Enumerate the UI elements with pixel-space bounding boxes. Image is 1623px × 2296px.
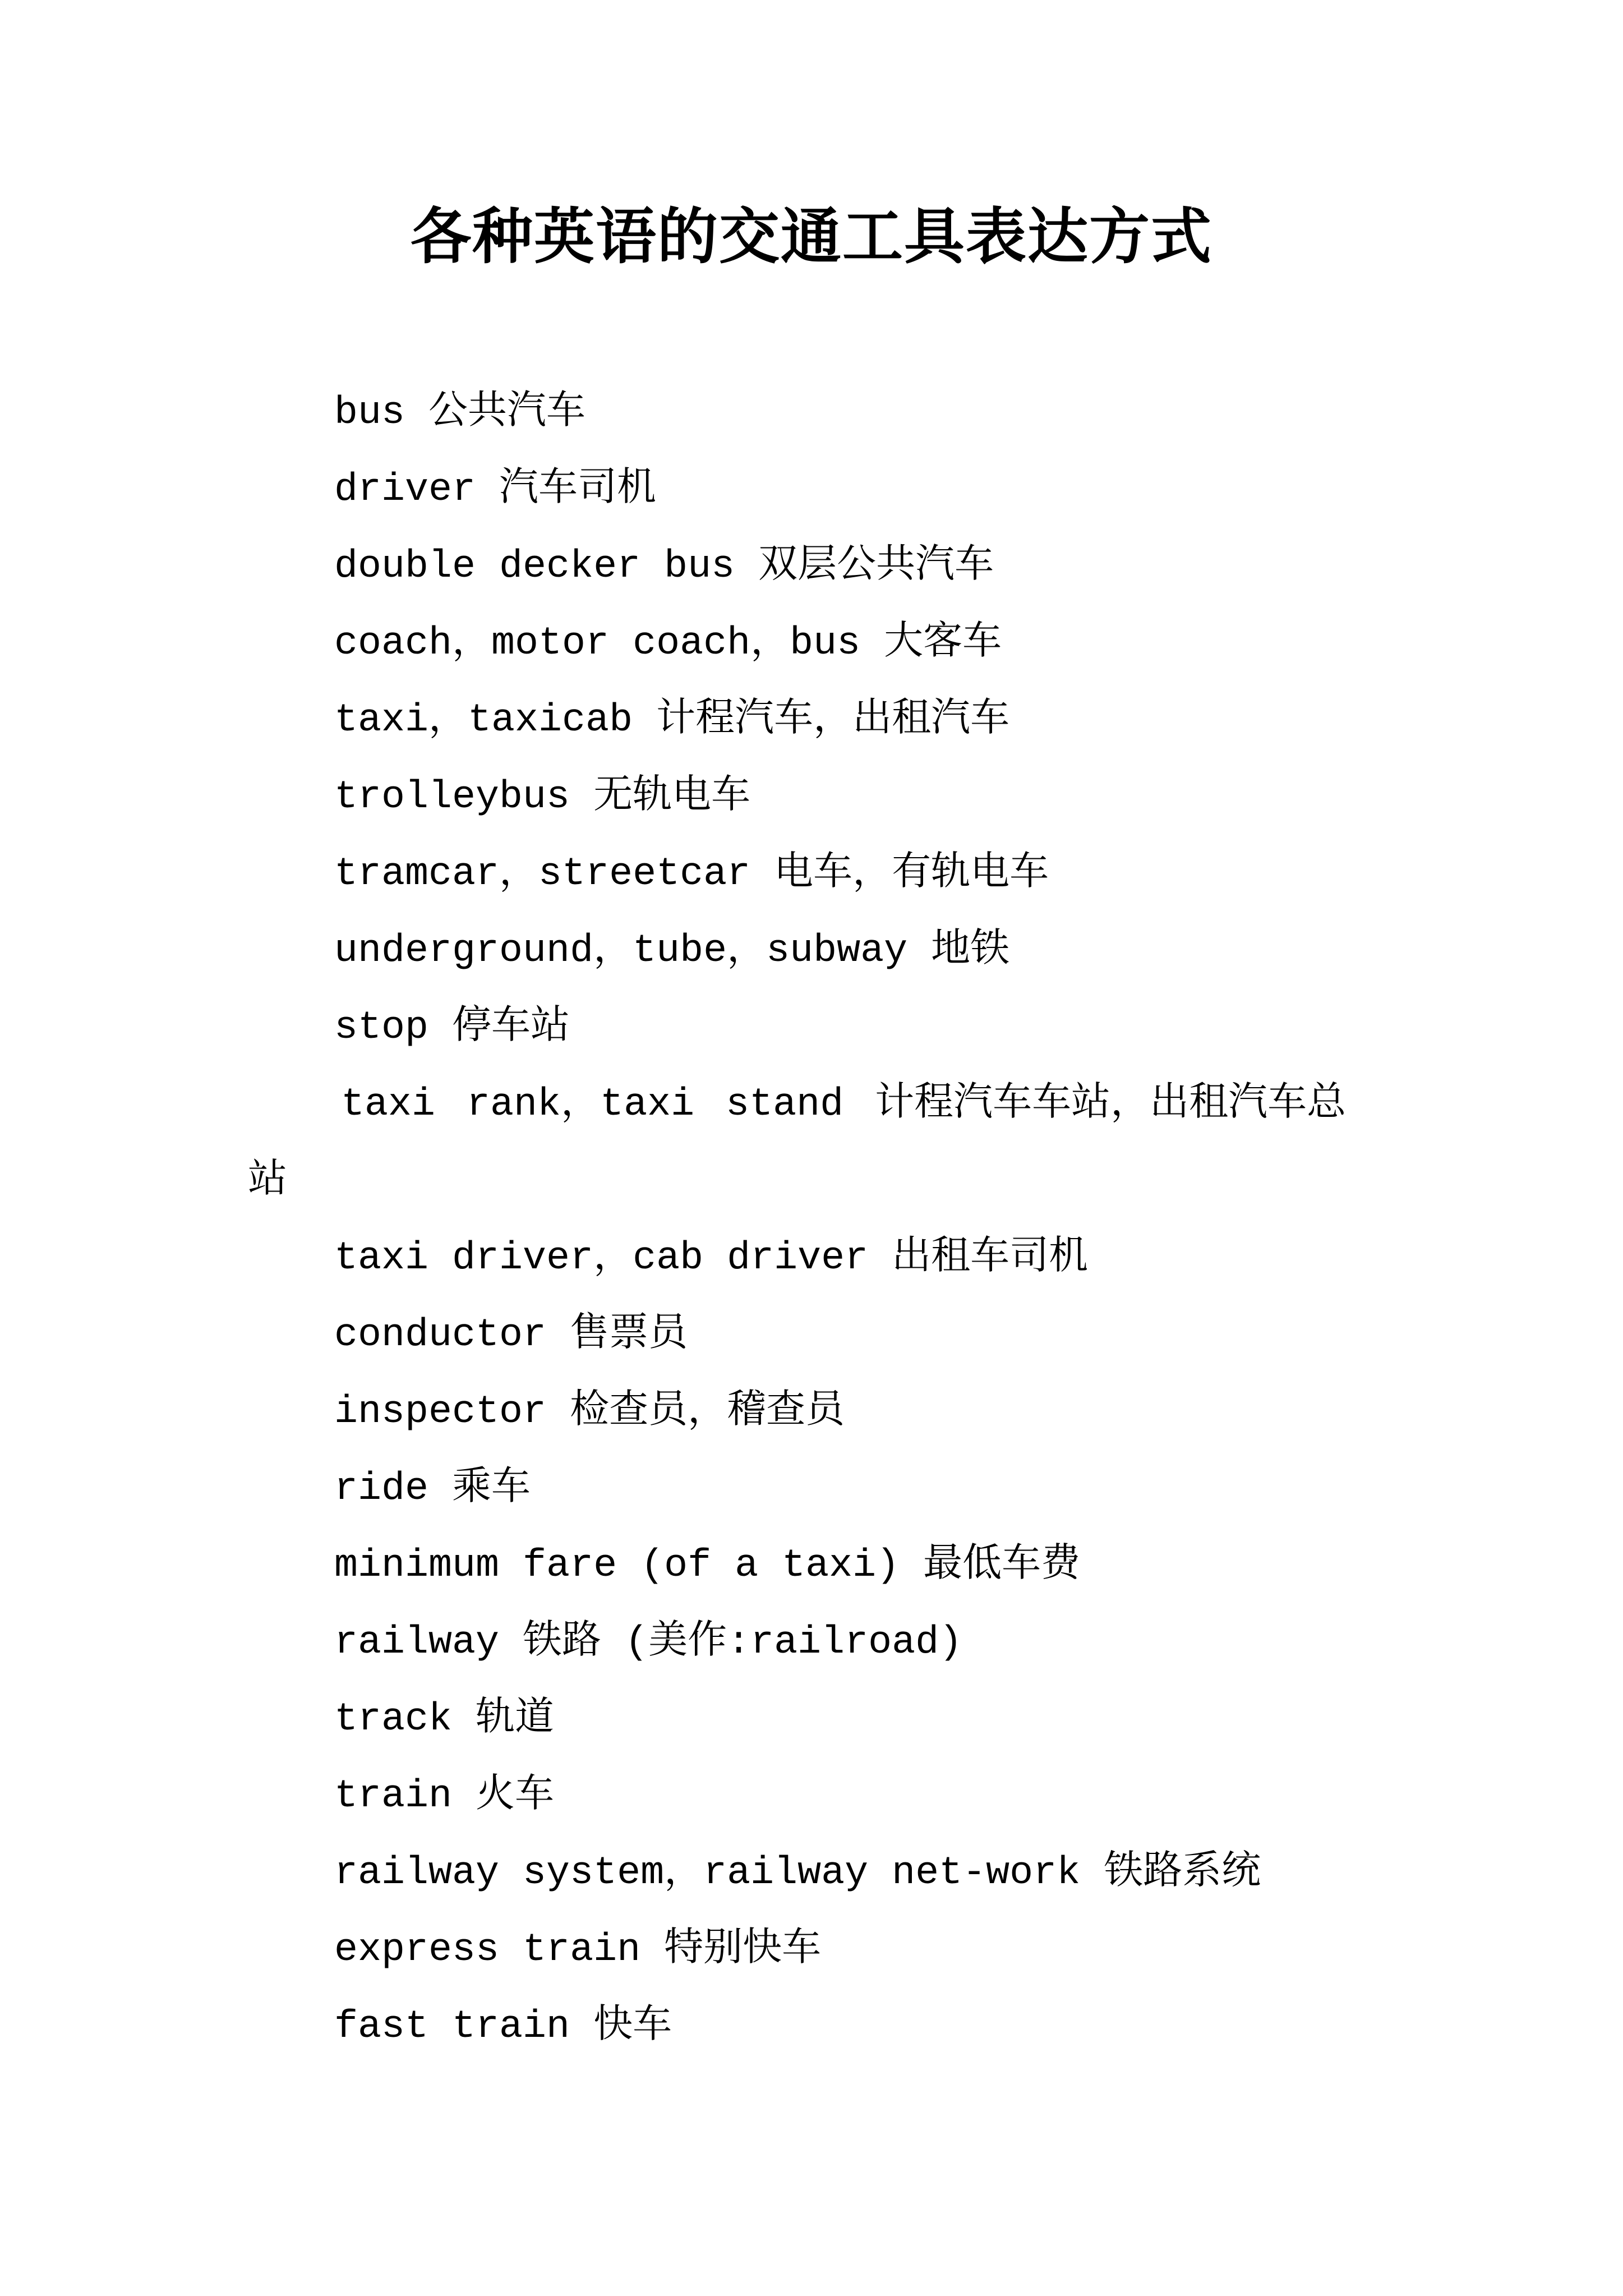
entry-text: conductor 售票员 (334, 1313, 688, 1358)
entry-text: stop 停车站 (334, 1006, 570, 1050)
list-item (0, 1527, 1623, 1604)
entry-text: train 火车 (334, 1774, 555, 1819)
list-item (0, 990, 1623, 1066)
list-item (0, 528, 1623, 605)
list-item (0, 1835, 1623, 1912)
list-item (0, 1066, 1623, 1220)
entry-text: fast train 快车 (334, 2005, 672, 2049)
entry-text: underground，tube，subway 地铁 (334, 929, 1010, 973)
entry-text: taxi driver，cab driver 出租车司机 (334, 1236, 1089, 1281)
list-item (0, 1451, 1623, 1527)
list-item (0, 1758, 1623, 1835)
list-item (0, 836, 1623, 913)
list-item (0, 1912, 1623, 1989)
entry-text: minimum fare (of a taxi) 最低车费 (334, 1544, 1081, 1588)
entry-text: railway 铁路 (美作:railroad) (334, 1621, 963, 1665)
list-item (0, 1297, 1623, 1374)
list-item (0, 1604, 1623, 1681)
document-title: 各种英语的交通工具表达方式 (410, 201, 1212, 272)
entry-text: bus 公共汽车 (334, 391, 586, 435)
list-item (0, 375, 1623, 452)
entry-text: tramcar，streetcar 电车，有轨电车 (334, 852, 1049, 896)
vocabulary-list (0, 375, 1623, 2065)
entry-text: inspector 检查员，稽查员 (334, 1390, 845, 1434)
entry-text: driver 汽车司机 (334, 468, 657, 512)
entry-text: taxi，taxicab 计程汽车，出租汽车 (334, 698, 1010, 743)
entry-text: ride 乘车 (334, 1467, 531, 1511)
entry-text: coach，motor coach，bus 大客车 (334, 622, 1002, 666)
list-item (0, 605, 1623, 682)
list-item (0, 913, 1623, 990)
list-item (0, 1374, 1623, 1451)
list-item (0, 1681, 1623, 1758)
list-item (0, 1989, 1623, 2065)
entry-text: track 轨道 (334, 1697, 555, 1742)
list-item (0, 682, 1623, 759)
entry-line-2: 站 (248, 1159, 287, 1204)
list-item (0, 759, 1623, 836)
entry-text: trolleybus 无轨电车 (334, 775, 751, 820)
entry-text: railway system，railway net-work 铁路系统 (334, 1851, 1261, 1895)
list-item (0, 1220, 1623, 1297)
entry-line-1: taxi rank，taxi stand 计程汽车车站，出租汽车总 (341, 1083, 1347, 1127)
entry-text: double decker bus 双层公共汽车 (334, 545, 994, 589)
list-item (0, 452, 1623, 528)
entry-text: express train 特别快车 (334, 1928, 822, 1972)
